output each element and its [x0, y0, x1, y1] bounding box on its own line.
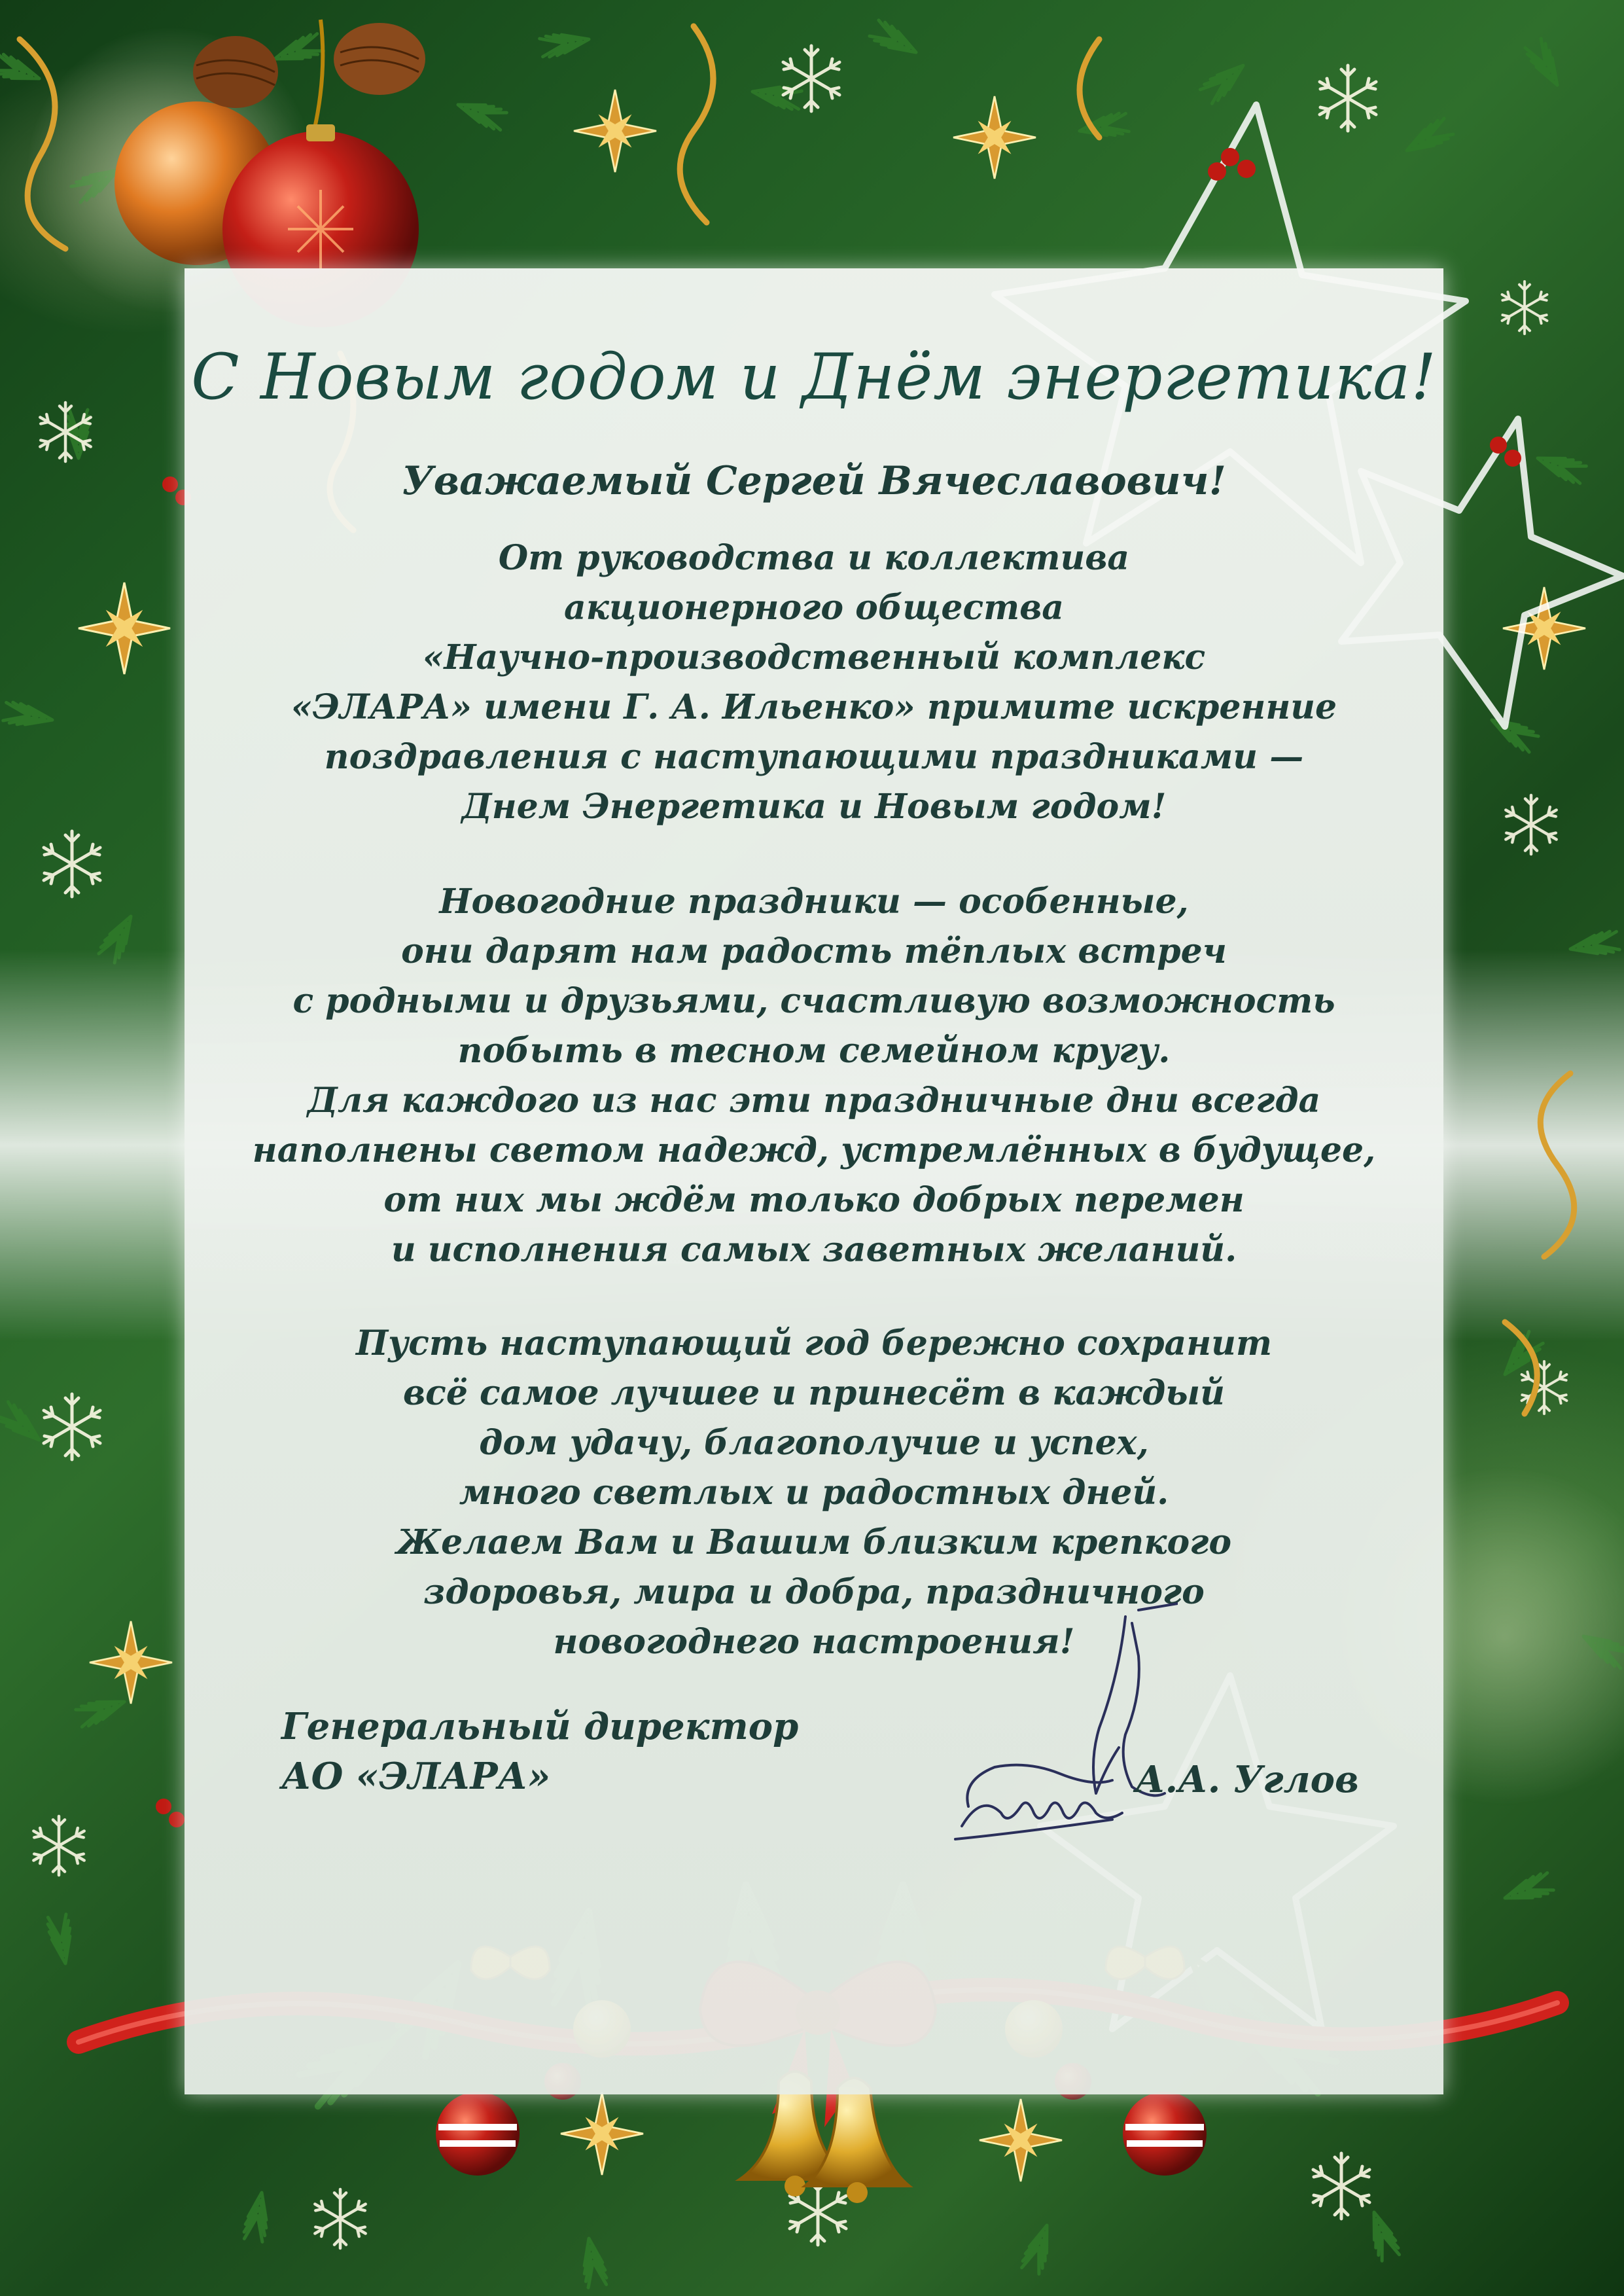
- signatory-name: А.А. Углов: [1135, 1758, 1359, 1801]
- text-line: дом удачу, благополучие и успех,: [479, 1423, 1149, 1463]
- text-line: всё самое лучшее и принесёт в каждый: [403, 1373, 1225, 1413]
- paragraph-congratulation: [185, 533, 1443, 832]
- greeting-heading: С Новым годом и Днём энергетика!: [191, 340, 1437, 414]
- text-line: наполнены светом надежд, устремлённых в будущее,: [252, 1130, 1376, 1170]
- position-line: Генеральный директор: [281, 1705, 799, 1748]
- text-line: От руководства и коллектива: [498, 538, 1130, 578]
- text-line: они дарят нам радость тёплых встреч: [401, 931, 1227, 971]
- text-line: и исполнения самых заветных желаний.: [391, 1230, 1237, 1270]
- text-line: поздравления с наступающими праздниками —: [324, 737, 1304, 777]
- paragraph-holidays: [185, 877, 1443, 1275]
- text-line: Желаем Вам и Вашим близким крепкого: [396, 1522, 1232, 1562]
- text-line: акционерного общества: [564, 588, 1064, 628]
- company-line: АО «ЭЛАРА»: [281, 1755, 551, 1798]
- text-line: «ЭЛАРА» имени Г. А. Ильенко» примите искренние: [291, 687, 1337, 727]
- text-line: с родными и друзьями, счастливую возможность: [292, 981, 1335, 1021]
- text-line: побыть в тесном семейном кругу.: [457, 1031, 1171, 1071]
- text-line: новогоднего настроения!: [553, 1622, 1075, 1662]
- text-line: много светлых и радостных дней.: [459, 1473, 1169, 1513]
- paragraph-wishes: [185, 1319, 1443, 1667]
- handwritten-signature: [942, 1597, 1178, 1859]
- text-line: от них мы ждём только добрых перемен: [383, 1180, 1244, 1220]
- text-line: Для каждого из нас эти праздничные дни всегда: [307, 1081, 1321, 1121]
- text-line: Пусть наступающий год бережно сохранит: [356, 1323, 1272, 1363]
- text-line: Новогодние праздники — особенные,: [439, 882, 1189, 922]
- signatory-title: [281, 1702, 798, 1801]
- text-line: здоровья, мира и добра, праздничного: [423, 1572, 1205, 1612]
- text-line: Днем Энергетика и Новым годом!: [461, 787, 1167, 827]
- salutation: Уважаемый Сергей Вячеславович!: [402, 458, 1226, 504]
- text-line: «Научно-производственный комплекс: [422, 637, 1206, 677]
